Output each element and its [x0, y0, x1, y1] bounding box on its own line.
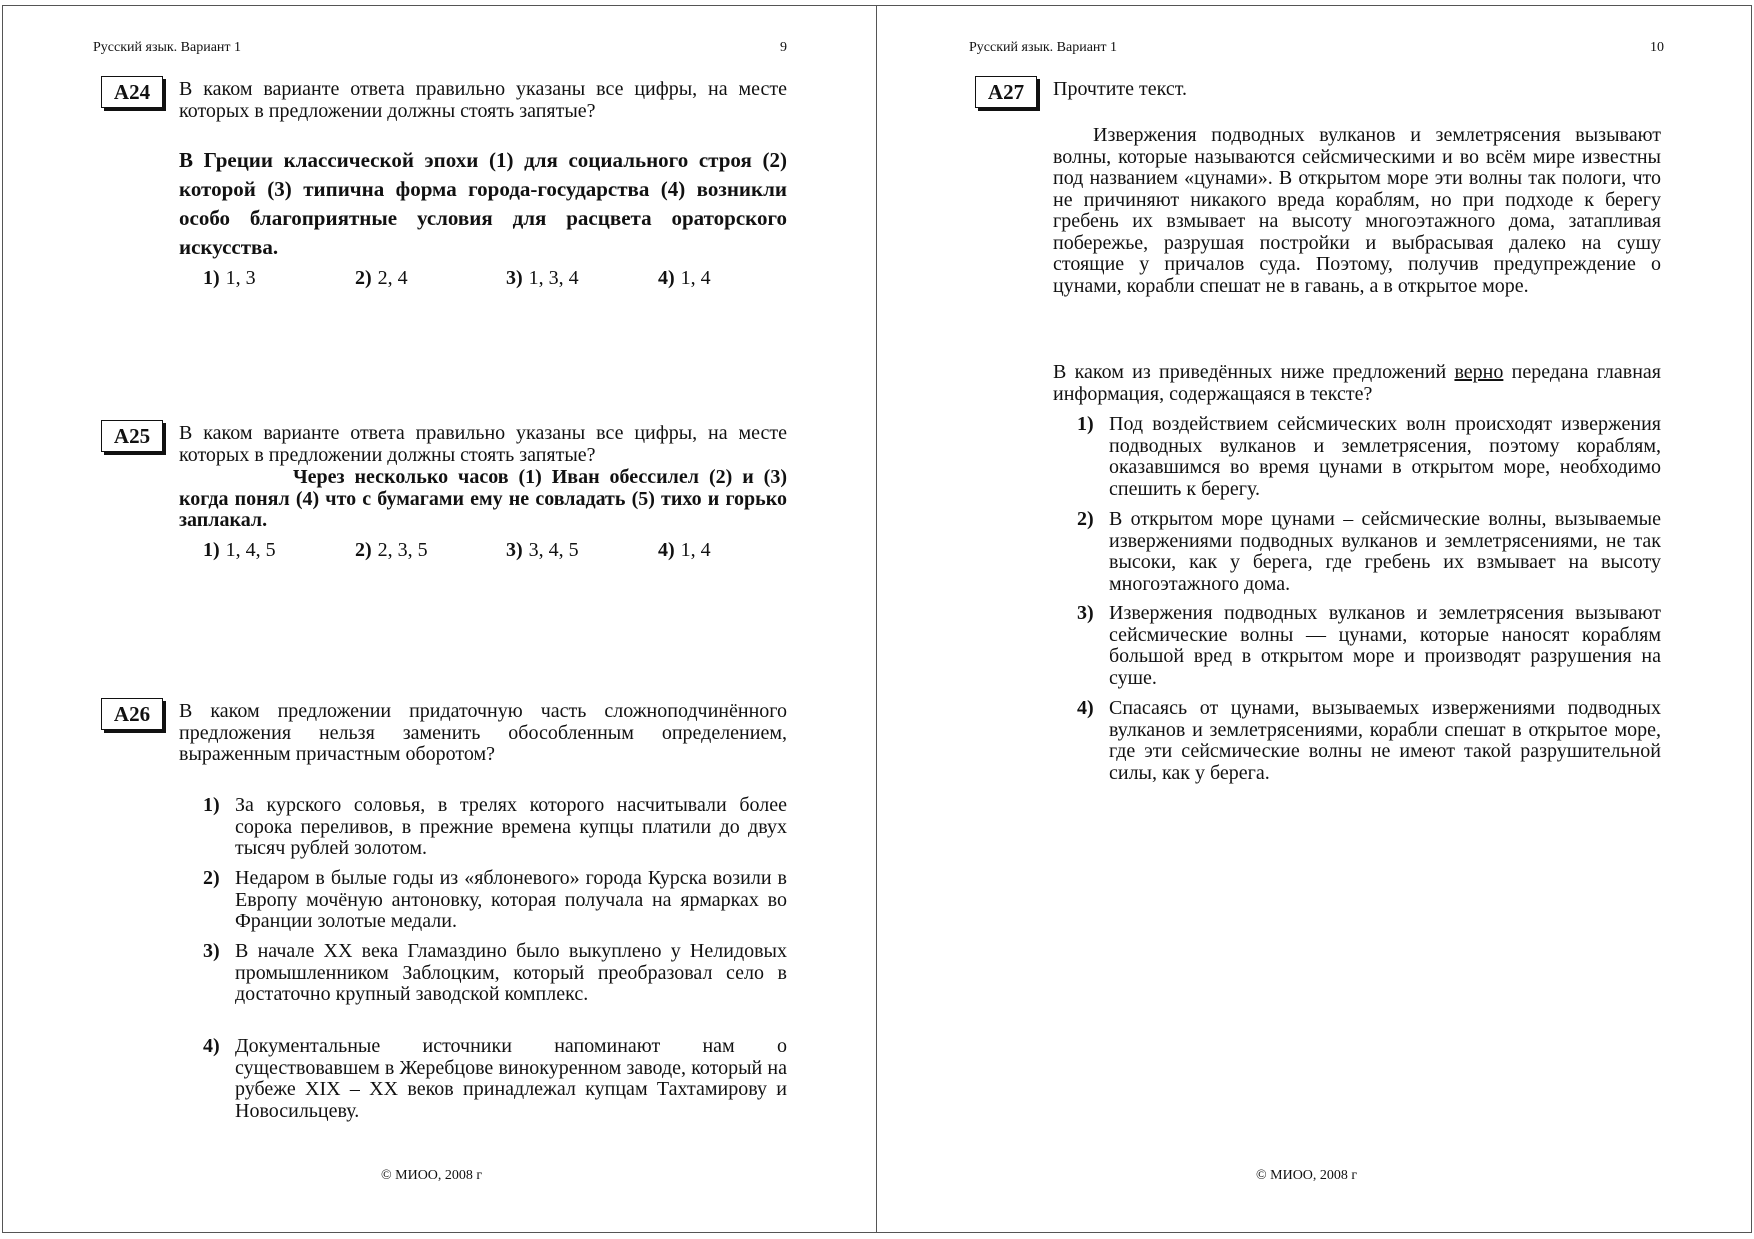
- answer-option[interactable]: 2) 2, 4: [355, 267, 408, 289]
- question-a25-text: В каком варианте ответа правильно указаны все цифры, на месте которых в предложении должны стоять запятые?: [179, 422, 787, 466]
- question-label-a24: А24: [101, 76, 163, 108]
- left-page: [2, 5, 877, 1233]
- right-page: [876, 5, 1752, 1233]
- footer-copyright: © МИОО, 2008 г: [381, 1168, 483, 1183]
- reading-passage: Извержения подводных вулканов и землетрясения вызывают волны, которые называются сейсмическими и во всём мире известны под названием «цунами». В открытом море эти волны так пологи, что не причиняют никакого вреда кораблям, но при подходе к берегу гребень их взмывает на высоту многоэтажного дома, затапливая побережье, разрушая постройки и выбрасывая далеко на сушу стоящие у причалов суда. Поэтому, получив предупреждение о цунами, корабли спешат не в гавань, а в открытое море.: [1053, 124, 1661, 297]
- question-a26-text: В каком предложении придаточную часть сложноподчинённого предложения нельзя заменить обособленным определением, выраженным причастным оборотом?: [179, 700, 787, 765]
- header-title: Русский язык. Вариант 1: [93, 40, 242, 55]
- page-number: 10: [1650, 40, 1664, 55]
- answer-option[interactable]: 3) 3, 4, 5: [506, 539, 579, 561]
- answer-option[interactable]: 1) 1, 4, 5: [203, 539, 276, 561]
- answer-option[interactable]: 2) В открытом море цунами – сейсмические волны, вызываемые извержениями подводных вулканов и землетрясениями, не так высоки, как у берега, где гребень их взмывает на высоту многоэтажного дома.: [1077, 508, 1661, 595]
- question-a24-sentence: В Греции классической эпохи (1) для социального строя (2) которой (3) типична форма города-государства (4) возникли особо благоприятные условия для расцвета ораторского искусства.: [179, 148, 787, 259]
- answer-option[interactable]: 3) Извержения подводных вулканов и землетрясения вызывают сейсмические волны — цунами, которые наносят кораблям большой вред в открытом море и производят разрушения на суше.: [1077, 602, 1661, 689]
- answer-options-a27: [1077, 414, 1661, 794]
- answer-option[interactable]: 3) 1, 3, 4: [506, 267, 579, 289]
- answer-option[interactable]: 3) В начале XX века Гламаздино было выкуплено у Нелидовых промышленником Заблоцким, который преобразовал село в достаточно крупный заводской комплекс.: [203, 940, 787, 1005]
- answer-option[interactable]: 4) 1, 4: [658, 539, 711, 561]
- question-a27-text: В каком из приведённых ниже предложений верно передана главная информация, содержащаяся в тексте?: [1053, 361, 1661, 405]
- question-a27-instruction: Прочтите текст.: [1053, 78, 1187, 100]
- answer-option[interactable]: 1) 1, 3: [203, 267, 256, 289]
- answer-option[interactable]: 4) Спасаясь от цунами, вызываемых извержениями подводных вулканов и землетрясениями, корабли спешат в открытое море, где эти сейсмические волны не имеют такой разрушительной силы, как у берега.: [1077, 697, 1661, 784]
- answer-option[interactable]: 1) Под воздействием сейсмических волн происходят извержения подводных вулканов и землетрясения, поэтому кораблям, оказавшимся во время цунами в открытом море, необходимо спешить к берегу.: [1077, 413, 1661, 500]
- answer-option[interactable]: 2) Недаром в былые годы из «яблоневого» города Курска возили в Европу мочёную антоновку, которая получала на ярмарках во Франции золотые медали.: [203, 867, 787, 932]
- answer-option[interactable]: 4) Документальные источники напоминают нам о существовавшем в Жеребцове винокуренном заводе, который на рубеже XIX – XX веков принадлежал купцам Тахтамирову и Новосильцеву.: [203, 1035, 787, 1122]
- page-number: 9: [780, 40, 787, 55]
- answer-option[interactable]: 1) За курского соловья, в трелях которого насчитывали более сорока переливов, в прежние времена купцы платили до двух тысяч рублей золотом.: [203, 794, 787, 859]
- question-a24-text: В каком варианте ответа правильно указаны все цифры, на месте которых в предложении должны стоять запятые?: [179, 78, 787, 122]
- question-a25-sentence: Через несколько часов (1) Иван обессилел (2) и (3) когда понял (4) что с бумагами ему не совладать (5) тихо и горько заплакал.: [179, 466, 787, 531]
- answer-options-a24: [3, 267, 878, 293]
- answer-options-a26: [203, 795, 787, 1125]
- question-label-a25: А25: [101, 420, 163, 452]
- question-label-a26: А26: [101, 698, 163, 730]
- header-title: Русский язык. Вариант 1: [969, 40, 1118, 55]
- footer-copyright: © МИОО, 2008 г: [1256, 1168, 1358, 1183]
- answer-option[interactable]: 2) 2, 3, 5: [355, 539, 428, 561]
- answer-option[interactable]: 4) 1, 4: [658, 267, 711, 289]
- question-label-a27: А27: [975, 76, 1037, 108]
- answer-options-a25: [3, 539, 878, 565]
